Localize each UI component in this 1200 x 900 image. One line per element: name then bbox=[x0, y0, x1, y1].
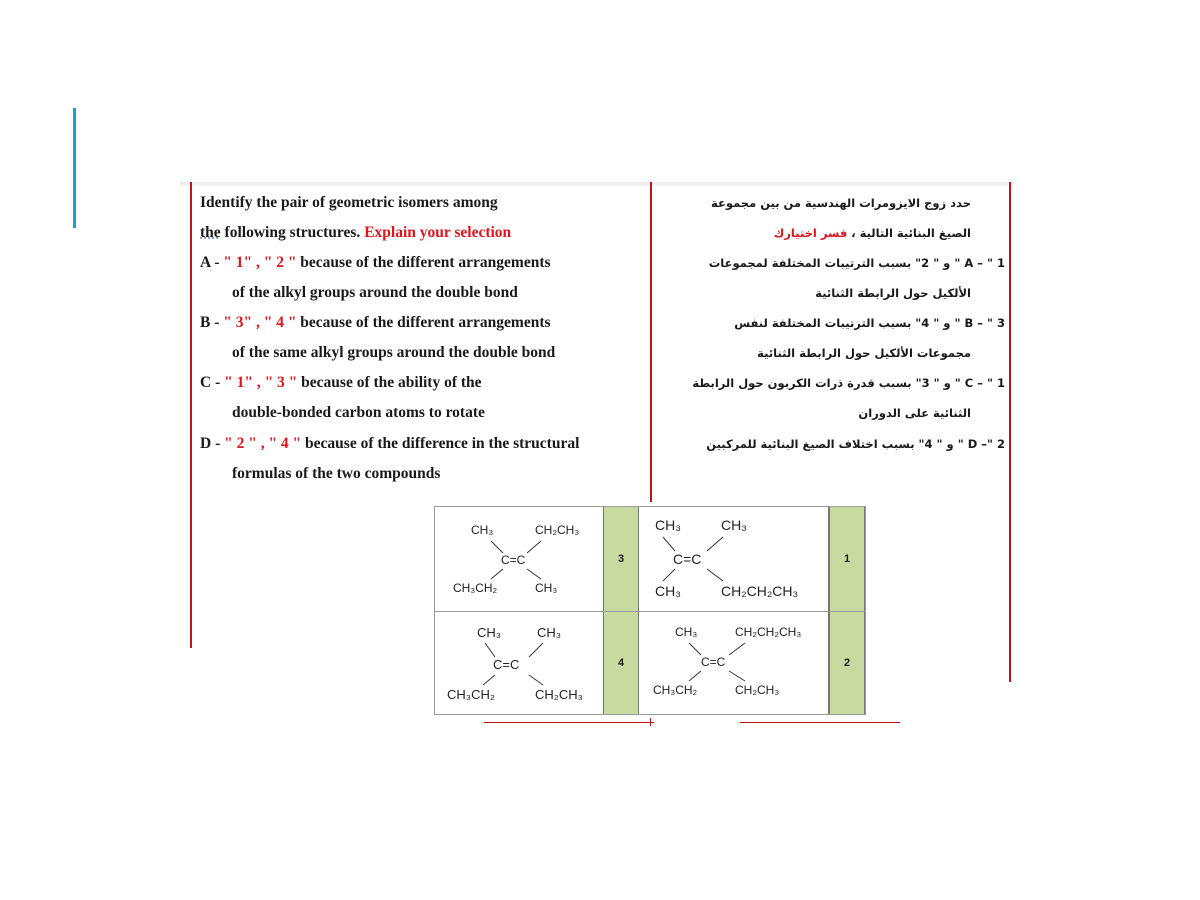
bottom-red-tick bbox=[650, 718, 651, 726]
structure-1-bottom-right: CH₂CH₂CH₃ bbox=[721, 583, 799, 599]
row-separator bbox=[435, 611, 865, 612]
option-a-pair: " 1" , " 2 " bbox=[219, 254, 301, 271]
option-d bbox=[200, 435, 579, 453]
arabic-option-a: A – " 1 " و " 2" بسبب الترتيبات المختلفة لمجموعات bbox=[708, 256, 1005, 270]
structure-1-double-bond: C=C bbox=[673, 551, 702, 567]
arabic-line-2-text: الصيغ البنائية التالية ، bbox=[851, 226, 971, 240]
option-c bbox=[200, 374, 482, 392]
structure-3-top-right: CH₂CH₃ bbox=[535, 523, 580, 537]
arabic-option-c: C – " 1 " و " 3" بسبب قدرة ذرات الكربون حول الرابطة bbox=[692, 376, 1005, 390]
structure-2-bottom-left: CH₃CH₂ bbox=[653, 683, 698, 697]
structure-4-top-right: CH₃ bbox=[537, 625, 562, 640]
structure-4-top-left: CH₃ bbox=[477, 625, 502, 640]
question-line-2 bbox=[200, 224, 511, 242]
center-divider-line bbox=[650, 182, 652, 502]
structure-2-top-right: CH₂CH₂CH₃ bbox=[735, 625, 802, 639]
top-shade bbox=[180, 182, 1015, 188]
question-line-1: Identify the pair of geometric isomers among bbox=[200, 194, 498, 211]
option-b-continuation: of the same alkyl groups around the double bond bbox=[232, 344, 556, 361]
structures-table bbox=[434, 506, 866, 715]
structure-4-bottom-left: CH₃CH₂ bbox=[447, 687, 495, 702]
option-d-text: because of the difference in the structural bbox=[305, 435, 580, 452]
arabic-option-b-continuation: مجموعات الألكيل حول الرابطة الثنائية bbox=[757, 346, 971, 360]
option-c-continuation: double-bonded carbon atoms to rotate bbox=[232, 404, 485, 421]
structure-3 bbox=[449, 519, 609, 603]
arabic-explain-text: فسر اختيارك bbox=[773, 226, 852, 240]
option-c-text: because of the ability of the bbox=[301, 374, 482, 391]
option-b-label: B - bbox=[200, 314, 220, 331]
structure-2-double-bond: C=C bbox=[701, 655, 726, 669]
accent-bar bbox=[73, 108, 76, 228]
right-border-line bbox=[1009, 182, 1011, 682]
option-b-pair: " 3" , " 4 " bbox=[219, 314, 301, 331]
arabic-option-a-continuation: الألكيل حول الرابطة الثنائية bbox=[815, 286, 971, 300]
option-d-label: D - bbox=[200, 435, 221, 452]
arabic-option-d: D –" 2 " و " 4" بسبب اختلاف الصيغ البنائية للمركبين bbox=[706, 437, 1005, 451]
structure-4-bottom-right: CH₂CH₃ bbox=[535, 687, 583, 702]
structure-1-top-right: CH₃ bbox=[721, 517, 747, 533]
left-border-line bbox=[190, 182, 192, 648]
arabic-option-b: B – " 3 " و " 4" بسبب الترتيبات المختلفة لنفس bbox=[734, 316, 1005, 330]
option-c-pair: " 1" , " 3 " bbox=[220, 374, 302, 391]
arabic-line-2 bbox=[774, 226, 971, 240]
structure-2-top-left: CH₃ bbox=[675, 625, 698, 639]
structure-2-bottom-right: CH₂CH₃ bbox=[735, 683, 780, 697]
structure-4 bbox=[443, 621, 609, 711]
structure-3-bottom-right: CH₃ bbox=[535, 581, 558, 595]
bottom-red-line-right bbox=[740, 722, 900, 723]
arabic-line-1: حدد زوج الايزومرات الهندسية من بين مجموعة bbox=[711, 196, 971, 210]
structure-3-top-left: CH₃ bbox=[471, 523, 494, 537]
arabic-option-c-continuation: الثنائية على الدوران bbox=[858, 406, 971, 420]
structure-1 bbox=[649, 515, 825, 607]
label-1: 1 bbox=[829, 507, 865, 611]
option-b-text: because of the different arrangements bbox=[300, 314, 551, 331]
bottom-red-line-left bbox=[484, 722, 654, 723]
option-a bbox=[200, 254, 551, 272]
structure-4-double-bond: C=C bbox=[493, 657, 520, 672]
label-4: 4 bbox=[603, 612, 639, 714]
option-d-continuation: formulas of the two compounds bbox=[232, 465, 441, 482]
label-3: 3 bbox=[603, 507, 639, 611]
option-a-label: A - bbox=[200, 254, 220, 271]
option-c-label: C - bbox=[200, 374, 221, 391]
option-b bbox=[200, 314, 551, 332]
structure-3-double-bond: C=C bbox=[501, 553, 526, 567]
option-a-continuation: of the alkyl groups around the double bond bbox=[232, 284, 518, 301]
structure-2 bbox=[649, 621, 825, 711]
label-2: 2 bbox=[829, 612, 865, 714]
structure-3-bottom-left: CH₃CH₂ bbox=[453, 581, 498, 595]
question-line-2-lead: the bbox=[200, 224, 221, 241]
explain-selection-text: Explain your selection bbox=[364, 224, 512, 241]
structure-1-top-left: CH₃ bbox=[655, 517, 681, 533]
structure-1-bottom-left: CH₃ bbox=[655, 583, 681, 599]
option-a-text: because of the different arrangements bbox=[300, 254, 551, 271]
question-line-2-rest: following structures. bbox=[220, 224, 365, 241]
option-d-pair: " 2 " , " 4 " bbox=[220, 435, 306, 452]
